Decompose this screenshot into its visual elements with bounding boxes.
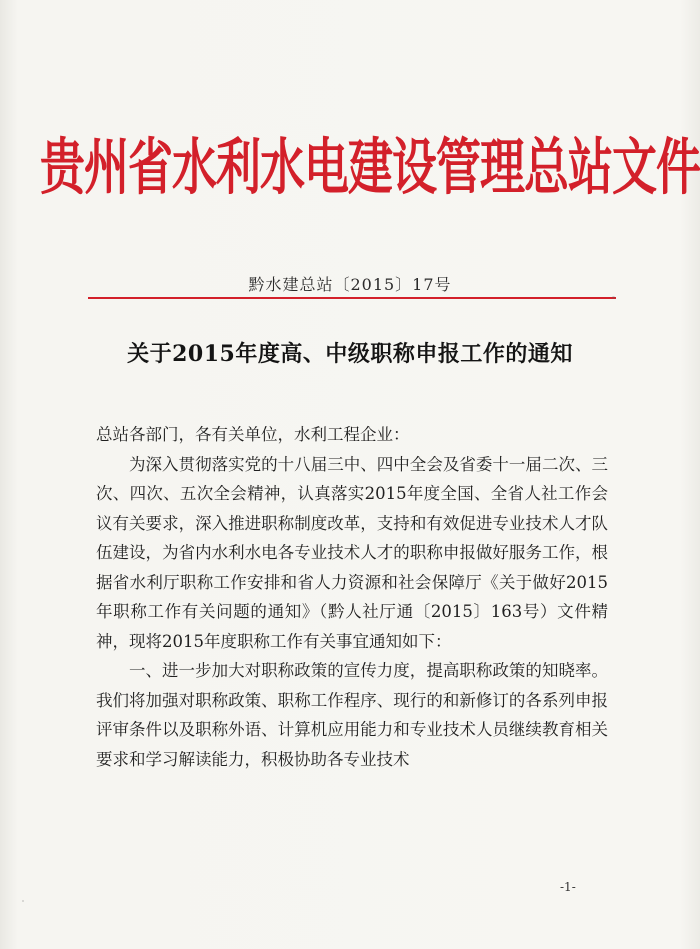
page-number: -1- — [560, 880, 576, 894]
org-header-title: 贵州省水利水电建设管理总站文件 — [40, 131, 700, 204]
document-body — [96, 420, 608, 774]
paragraph-2: 一、进一步加大对职称政策的宣传力度，提高职称政策的知晓率。我们将加强对职称政策、职称工作程序、现行的和新修订的各系列申报评审条件以及职称外语、计算机应用能力和专业技术人员继续教育相关要求和学习解读能力，积极协助各专业技术 — [96, 661, 608, 769]
scan-speck — [22, 900, 24, 902]
scan-speck — [612, 296, 615, 299]
paragraph-1: 为深入贯彻落实党的十八届三中、四中全会及省委十一届二次、三次、四次、五次全会精神，认真落实2015年度全国、全省人社工作会议有关要求，深入推进职称制度改革，支持和有效促进专业技术人才队伍建设，为省内水利水电各专业技术人才的职称申报做好服务工作，根据省水利厅职称工作安排和省人力资源和社会保障厅《关于做好2015年职称工作有关问题的通知》（黔人社厅通〔2015〕163号）文件精神，现将2015年度职称工作有关事宜通知如下： — [96, 454, 608, 651]
salutation: 总站各部门，各有关单位，水利工程企业： — [96, 425, 410, 444]
document-number: 黔水建总站〔2015〕17号 — [248, 275, 452, 294]
red-divider-line — [88, 297, 616, 299]
notice-title: 关于2015年度高、中级职称申报工作的通知 — [127, 341, 573, 367]
